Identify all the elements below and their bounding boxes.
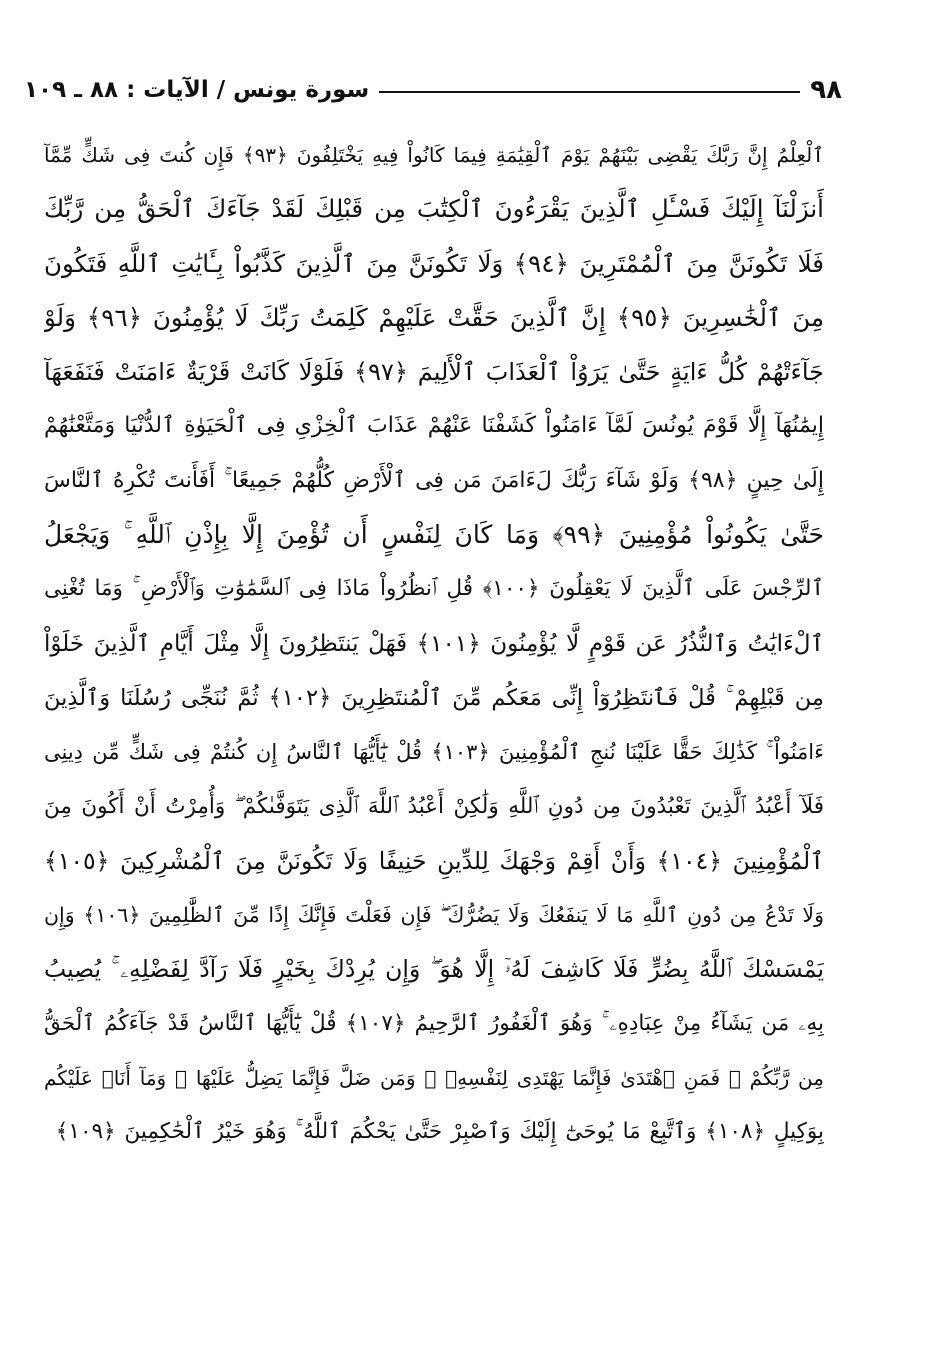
text-line: بِهِۦ مَن يَشَآءُ مِنْ عِبَادِهِۦ ۚ وَهُوَ ٱلْغَفُورُ ٱلرَّحِيمُ ﴿١٠٧﴾ قُلْ يَٰٓأَيُّهَا ٱلنَّاسُ قَدْ جَآءَكُمُ ٱلْحَقُّ: [44, 1010, 824, 1036]
text-line: مِن رَّبِّكُمْ ۖ فَمَنِ ٱهْتَدَىٰ فَإِنَّمَا يَهْتَدِى لِنَفْسِهِۦ ۖ وَمَن ضَلَّ فَإِنَّمَا يَضِلُّ عَلَيْهَا ۖ وَمَآ أَنَا۠ عَلَيْكُم: [44, 1066, 824, 1091]
text-line: أَنزَلْنَآ إِلَيْكَ فَسْـَٔلِ ٱلَّذِينَ يَقْرَءُونَ ٱلْكِتَٰبَ مِن قَبْلِكَ لَقَدْ جَآءَكَ ٱلْحَقُّ مِن رَّبِّكَ: [44, 194, 824, 224]
text-line: يَمْسَسْكَ ٱللَّهُ بِضُرٍّ فَلَا كَاشِفَ لَهُۥٓ إِلَّا هُوَ ۖ وَإِن يُرِدْكَ بِخَيْرٍ فَلَا رَآدَّ لِفَضْلِهِۦ ۚ يُصِيبُ: [44, 955, 824, 984]
text-line: إِيمَٰنُهَآ إِلَّا قَوْمَ يُونُسَ لَمَّآ ءَامَنُواْ كَشَفْنَا عَنْهُمْ عَذَابَ ٱلْخِزْىِ فِى ٱلْحَيَوٰةِ ٱلدُّنْيَا وَمَتَّعْنَٰهُمْ: [44, 413, 824, 439]
text-line: ءَامَنُواْ ۚ كَذَٰلِكَ حَقًّا عَلَيْنَا نُنجِ ٱلْمُؤْمِنِينَ ﴿١٠٣﴾ قُلْ يَٰٓأَيُّهَا ٱلنَّاسُ إِن كُنتُمْ فِى شَكٍّ مِّن دِينِى: [44, 740, 824, 765]
text-line: حَتَّىٰ يَكُونُواْ مُؤْمِنِينَ ﴿٩٩﴾ وَمَا كَانَ لِنَفْسٍ أَن تُؤْمِنَ إِلَّا بِإِذْنِ ٱللَّهِ ۚ وَيَجْعَلُ: [44, 520, 824, 550]
page-header: [24, 72, 842, 108]
text-line: إِلَىٰ حِينٍ ﴿٩٨﴾ وَلَوْ شَآءَ رَبُّكَ لَءَامَنَ مَن فِى ٱلْأَرْضِ كُلُّهُمْ جَمِيعًا ۚ أَفَأَنتَ تُكْرِهُ ٱلنَّاسَ: [44, 467, 824, 493]
text-line: فَلَآ أَعْبُدُ ٱلَّذِينَ تَعْبُدُونَ مِن دُونِ ٱللَّهِ وَلَٰكِنْ أَعْبُدُ ٱللَّهَ ٱلَّذِى يَتَوَفَّىٰكُمْ ۖ وَأُمِرْتُ أَنْ أَكُونَ مِنَ: [44, 793, 824, 819]
text-line: ٱلْءَايَٰتُ وَٱلنُّذُرُ عَن قَوْمٍ لَّا يُؤْمِنُونَ ﴿١٠١﴾ فَهَلْ يَنتَظِرُونَ إِلَّا مِثْلَ أَيَّامِ ٱلَّذِينَ خَلَوْاْ: [44, 630, 824, 657]
text-line: مِن قَبْلِهِمْ ۚ قُلْ فَٱنتَظِرُوٓاْ إِنِّى مَعَكُم مِّنَ ٱلْمُنتَظِرِينَ ﴿١٠٢﴾ ثُمَّ نُنَجِّى رُسُلَنَا وَٱلَّذِينَ: [44, 684, 824, 711]
quran-text: [44, 128, 824, 1160]
text-line: ٱلْمُؤْمِنِينَ ﴿١٠٤﴾ وَأَنْ أَقِمْ وَجْهَكَ لِلدِّينِ حَنِيفًا وَلَا تَكُونَنَّ مِنَ ٱلْمُشْرِكِينَ ﴿١٠٥﴾: [44, 846, 824, 875]
text-line: فَلَا تَكُونَنَّ مِنَ ٱلْمُمْتَرِينَ ﴿٩٤﴾ وَلَا تَكُونَنَّ مِنَ ٱلَّذِينَ كَذَّبُواْ بِـَٔايَٰتِ ٱللَّهِ فَتَكُونَ: [44, 248, 824, 278]
text-line: مِنَ ٱلْخَٰسِرِينَ ﴿٩٥﴾ إِنَّ ٱلَّذِينَ حَقَّتْ عَلَيْهِمْ كَلِمَتُ رَبِّكَ لَا يُؤْمِنُونَ ﴿٩٦﴾ وَلَوْ: [44, 302, 824, 332]
page-number: ٩٨: [810, 75, 842, 105]
text-line: ٱلرِّجْسَ عَلَى ٱلَّذِينَ لَا يَعْقِلُونَ ﴿١٠٠﴾ قُلِ ٱنظُرُواْ مَاذَا فِى ٱلسَّمَٰوَٰتِ وَٱلْأَرْضِ ۚ وَمَا تُغْنِى: [44, 576, 824, 602]
header-divider: [379, 91, 800, 93]
surah-title: سورة يونس / الآيات : ٨٨ ـ ١٠٩: [24, 77, 370, 103]
text-line: وَلَا تَدْعُ مِن دُونِ ٱللَّهِ مَا لَا يَنفَعُكَ وَلَا يَضُرُّكَ ۖ فَإِن فَعَلْتَ فَإِنَّكَ إِذًا مِّنَ ٱلظَّٰلِمِينَ ﴿١٠٦﴾ وَإِن: [44, 903, 824, 928]
text-line: جَآءَتْهُمْ كُلُّ ءَايَةٍ حَتَّىٰ يَرَوُاْ ٱلْعَذَابَ ٱلْأَلِيمَ ﴿٩٧﴾ فَلَوْلَا كَانَتْ قَرْيَةٌ ءَامَنَتْ فَنَفَعَهَآ: [44, 358, 824, 387]
text-line: ٱلْعِلْمُ إِنَّ رَبَّكَ يَقْضِى بَيْنَهُمْ يَوْمَ ٱلْقِيَٰمَةِ فِيمَا كَانُواْ فِيهِ يَخْتَلِفُونَ ﴿٩٣﴾ فَإِن كُنتَ فِى شَكٍّ مِّمَّآ: [44, 143, 824, 167]
text-line: بِوَكِيلٍ ﴿١٠٨﴾ وَٱتَّبِعْ مَا يُوحَىٰٓ إِلَيْكَ وَٱصْبِرْ حَتَّىٰ يَحْكُمَ ٱللَّهُ ۚ وَهُوَ خَيْرُ ٱلْحَٰكِمِينَ ﴿١٠٩﴾: [55, 1119, 824, 1145]
